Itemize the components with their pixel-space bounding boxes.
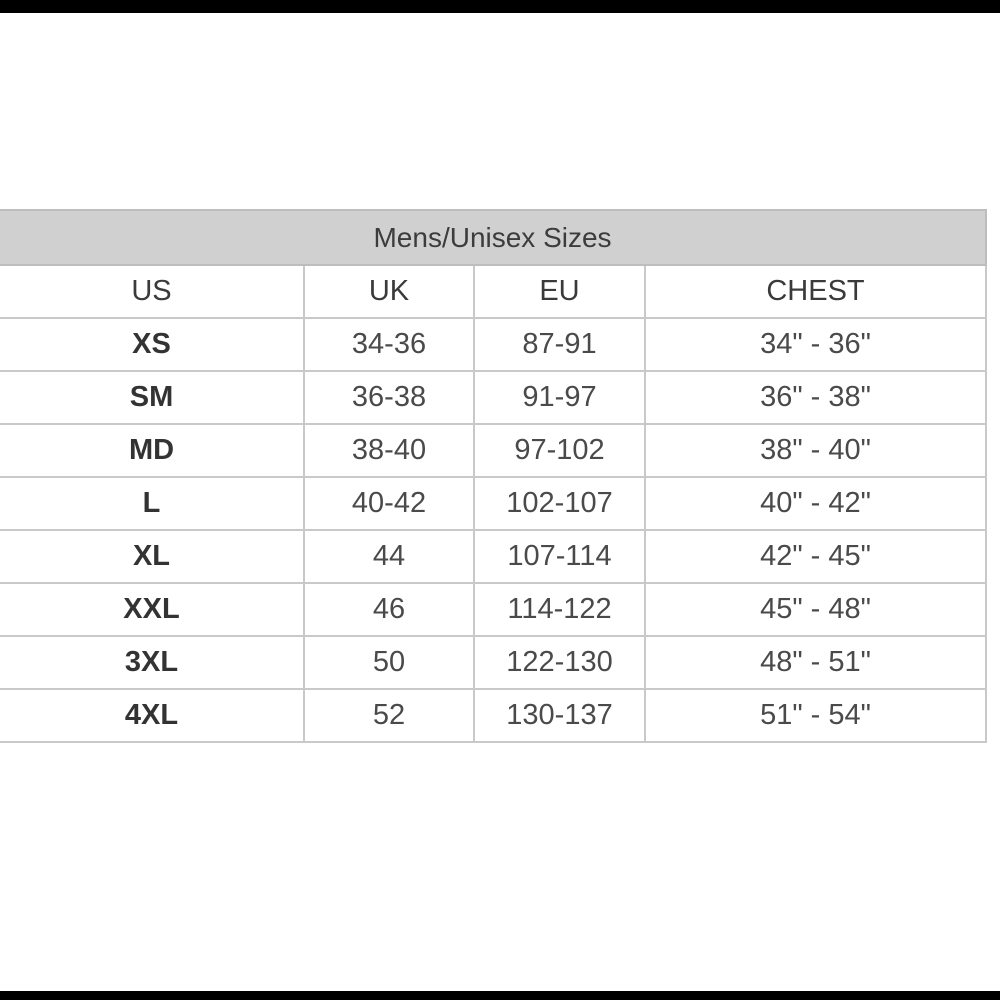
cell-chest: 48" - 51"	[645, 636, 986, 689]
header-eu: EU	[474, 265, 645, 318]
cell-uk: 36-38	[304, 371, 474, 424]
cell-chest: 38" - 40"	[645, 424, 986, 477]
cell-us: XXL	[0, 583, 304, 636]
cell-eu: 91-97	[474, 371, 645, 424]
cell-uk: 46	[304, 583, 474, 636]
header-us: US	[0, 265, 304, 318]
cell-uk: 52	[304, 689, 474, 742]
table-caption: Mens/Unisex Sizes	[0, 210, 986, 265]
cell-eu: 102-107	[474, 477, 645, 530]
table-row	[0, 424, 986, 477]
cell-uk: 34-36	[304, 318, 474, 371]
table-row	[0, 636, 986, 689]
cell-us: L	[0, 477, 304, 530]
top-border-bar	[0, 0, 1000, 13]
cell-chest: 42" - 45"	[645, 530, 986, 583]
cell-chest: 34" - 36"	[645, 318, 986, 371]
cell-chest: 36" - 38"	[645, 371, 986, 424]
header-chest: CHEST	[645, 265, 986, 318]
bottom-border-bar	[0, 991, 1000, 1000]
table-row	[0, 689, 986, 742]
cell-uk: 44	[304, 530, 474, 583]
table-row	[0, 318, 986, 371]
table-row	[0, 530, 986, 583]
table-row	[0, 477, 986, 530]
cell-us: XS	[0, 318, 304, 371]
cell-us: 3XL	[0, 636, 304, 689]
cell-uk: 40-42	[304, 477, 474, 530]
cell-eu: 130-137	[474, 689, 645, 742]
cell-us: MD	[0, 424, 304, 477]
cell-us: 4XL	[0, 689, 304, 742]
cell-eu: 122-130	[474, 636, 645, 689]
cell-eu: 114-122	[474, 583, 645, 636]
header-uk: UK	[304, 265, 474, 318]
cell-chest: 45" - 48"	[645, 583, 986, 636]
cell-eu: 97-102	[474, 424, 645, 477]
cell-chest: 40" - 42"	[645, 477, 986, 530]
column-header-row	[0, 265, 986, 318]
cell-uk: 38-40	[304, 424, 474, 477]
table-row	[0, 371, 986, 424]
cell-eu: 107-114	[474, 530, 645, 583]
size-chart-table	[0, 209, 987, 743]
cell-uk: 50	[304, 636, 474, 689]
cell-us: XL	[0, 530, 304, 583]
cell-chest: 51" - 54"	[645, 689, 986, 742]
caption-row	[0, 210, 986, 265]
table-row	[0, 583, 986, 636]
cell-eu: 87-91	[474, 318, 645, 371]
cell-us: SM	[0, 371, 304, 424]
